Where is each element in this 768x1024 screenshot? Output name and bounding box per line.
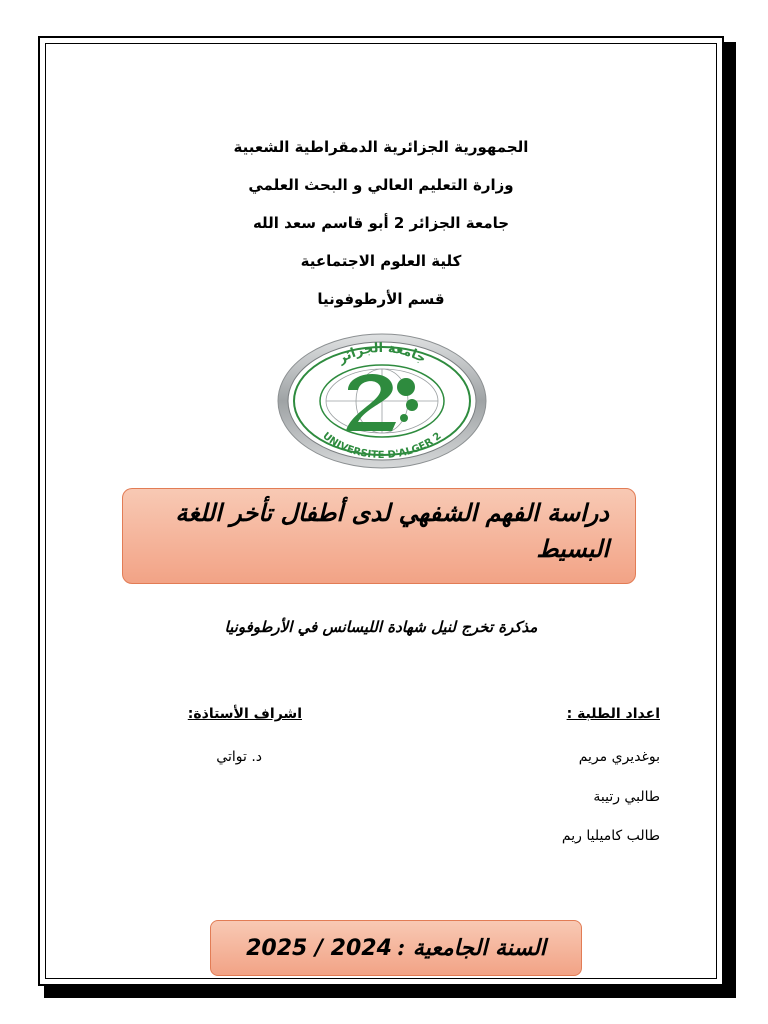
logo-latin-text: UNIVERSITE D'ALGER 2 [320, 430, 444, 462]
supervisor-name: د. تواتي [216, 749, 262, 765]
university-logo [276, 332, 488, 470]
university-name: جامعة الجزائر 2 أبو قاسم سعد الله [252, 214, 510, 232]
thesis-subtitle: مذكرة تخرج لنيل شهادة الليسانس في الأرطوفونيا [224, 618, 538, 636]
student-name-3: طالب كاميليا ريم [561, 828, 660, 844]
thesis-title: دراسة الفهم الشفهي لدى أطفال تأخر اللغة البسيط [175, 498, 609, 563]
supervisor-heading: اشراف الأستاذة: [187, 706, 302, 722]
ministry-name: وزارة التعليم العالي و البحث العلمي [248, 176, 514, 194]
faculty-name: كلية العلوم الاجتماعية [300, 252, 462, 270]
page-frame [38, 36, 724, 986]
student-name-1: بوغديري مريم [578, 749, 660, 765]
academic-year-value: 2025 / 2024 [246, 936, 392, 961]
academic-year-box [210, 920, 582, 976]
student-name-2: طالبي رتيبة [593, 789, 660, 805]
academic-year-label: السنة الجامعية : [397, 935, 546, 961]
institution-header [40, 128, 722, 318]
logo-arabic-text: جامعة الجزائر [335, 340, 429, 367]
students-heading: اعداد الطلبة : [566, 706, 660, 722]
country-name: الجمهورية الجزائرية الدمقراطية الشعبية [233, 138, 529, 156]
department-name: قسم الأرطوفونيا [317, 290, 445, 308]
thesis-title-box [122, 488, 636, 584]
